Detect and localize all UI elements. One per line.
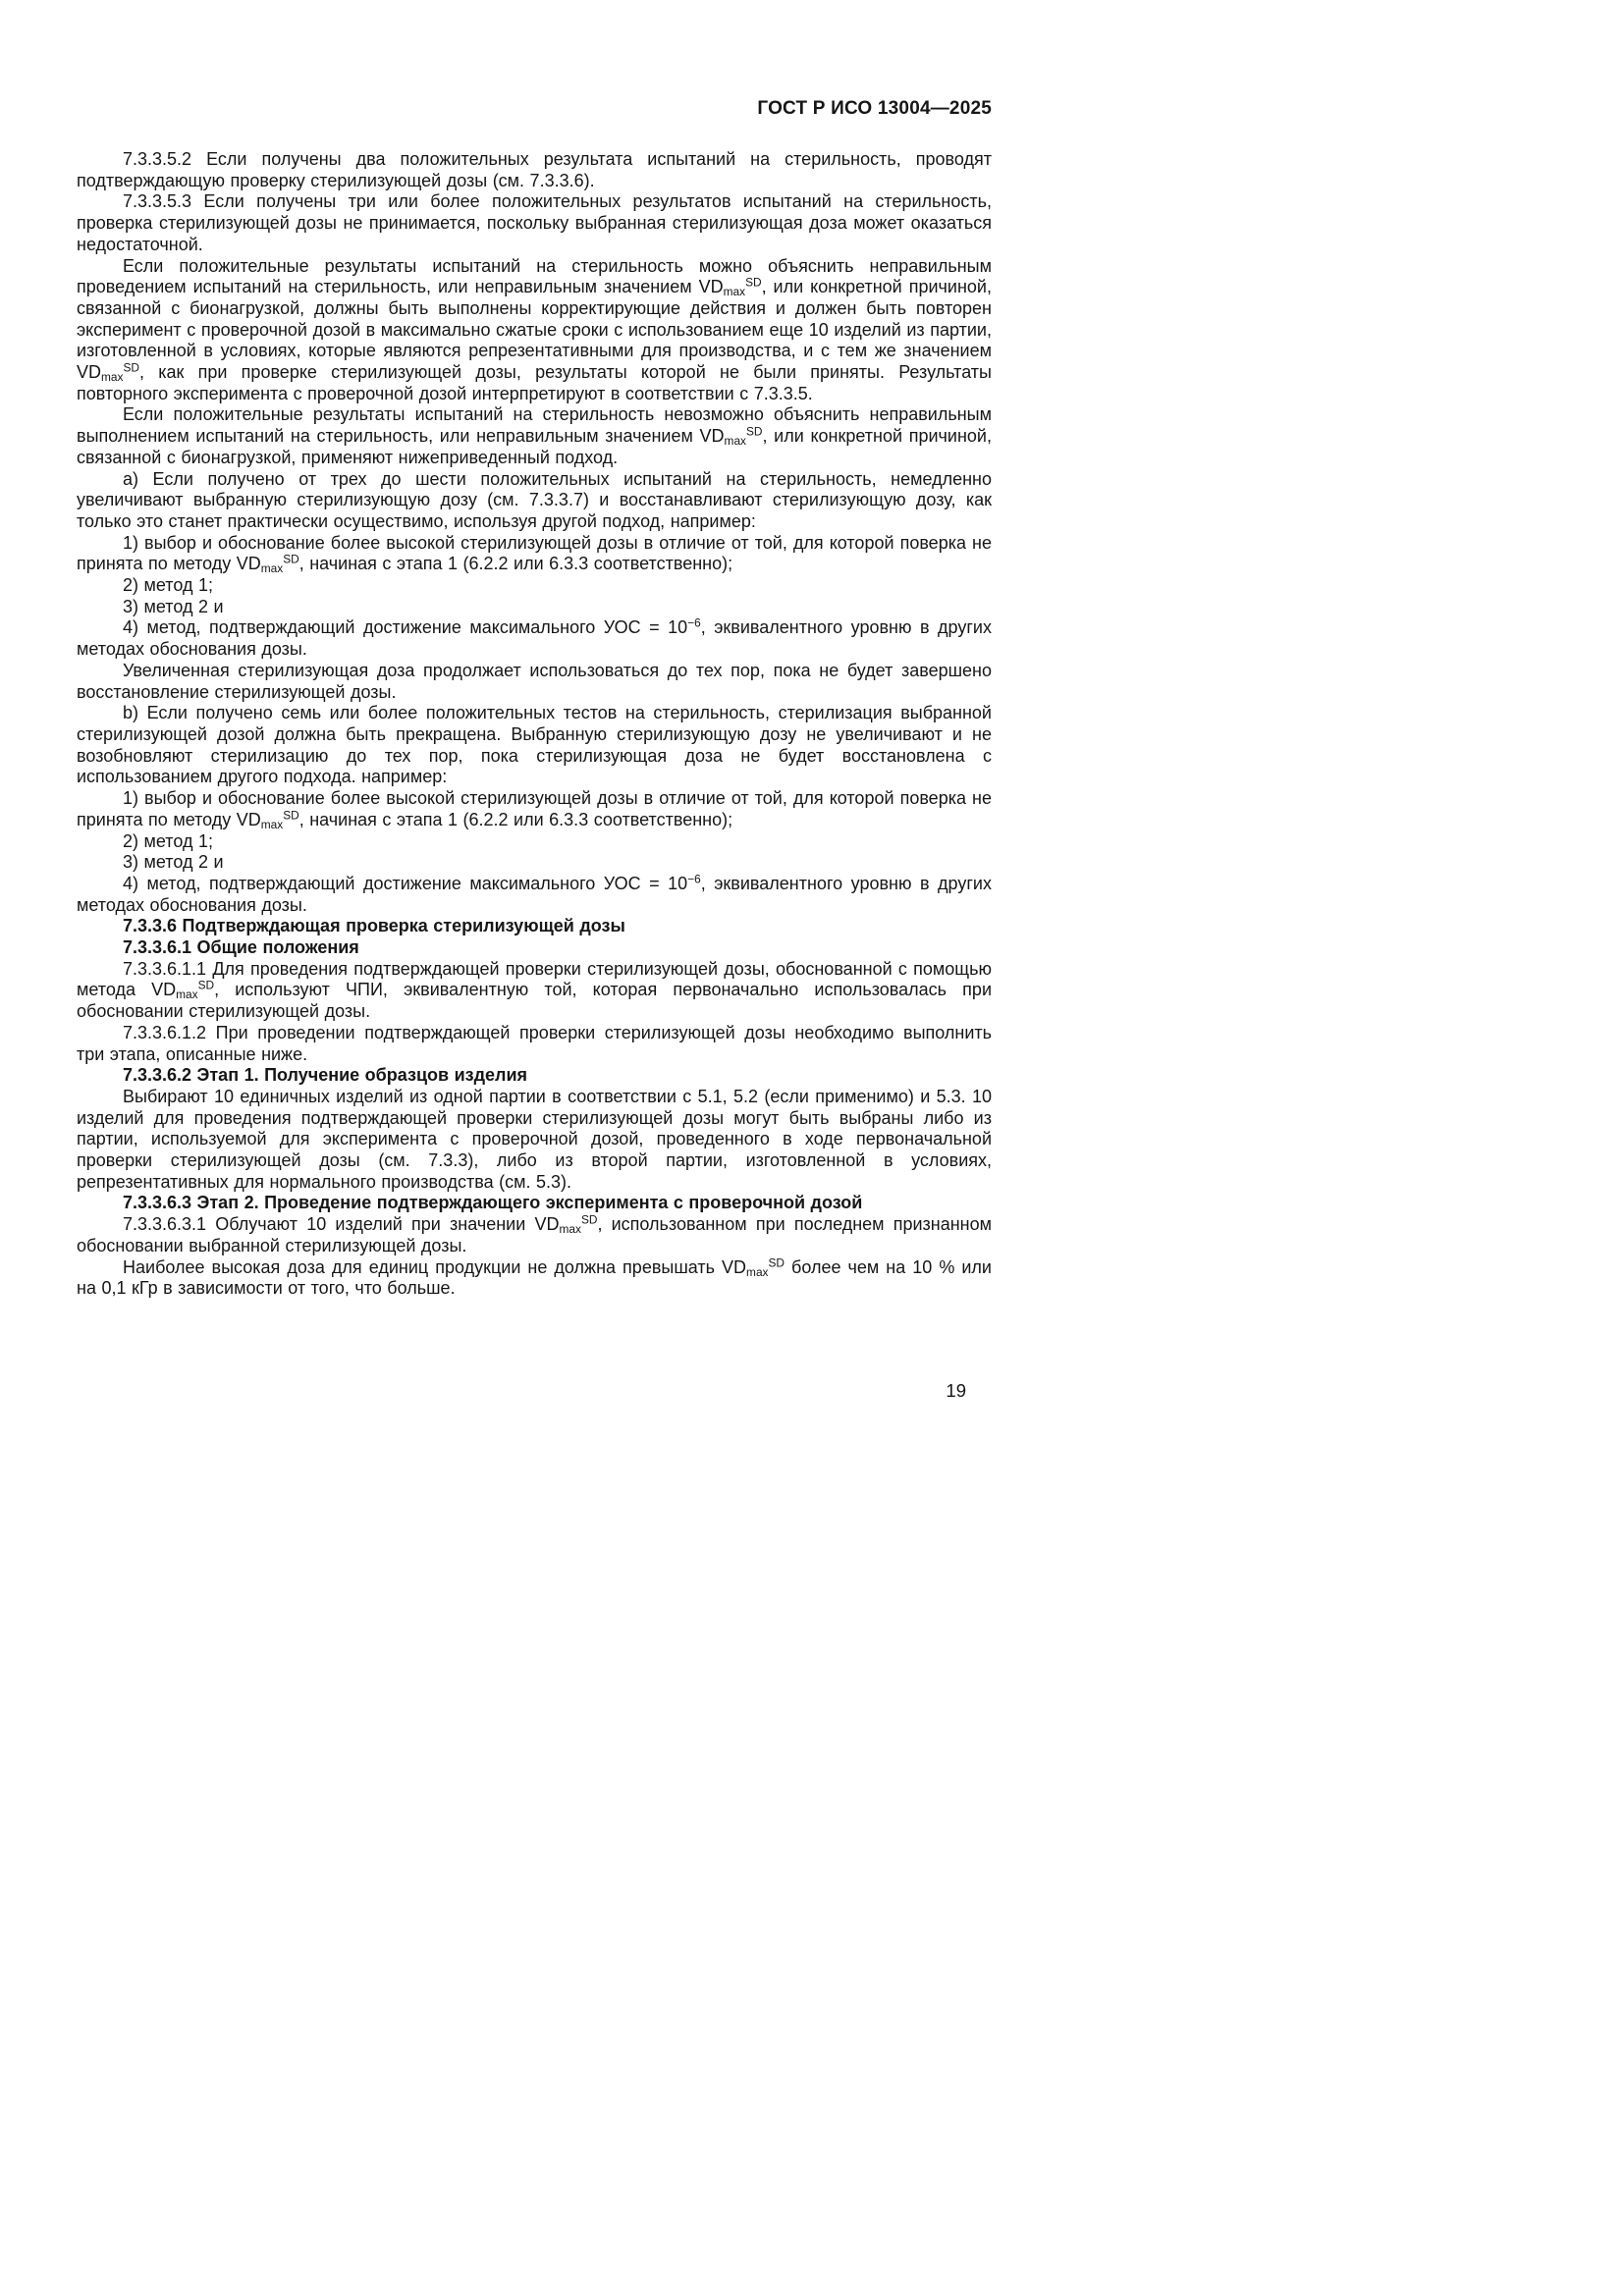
paragraph: 1) выбор и обоснование более высокой стерилизующей дозы в отличие от той, для которой поверка не принята по методу $VD_{max}^{SD}$, начиная с этапа 1 (6.2.2 или 6.3.3 соответственно); [77, 532, 992, 576]
paragraph: Увеличенная стерилизующая доза продолжает использоваться до тех пор, пока не будет завершено восстановление стерилизующей дозы. [77, 660, 992, 702]
paragraph: Выбирают 10 единичных изделий из одной партии в соответствии с 5.1, 5.2 (если применимо) и 5.3. 10 изделий для проведения подтверждающей проверки стерилизующей дозы могут быть выбраны либо из партии, используемой для эксперимента с проверочной дозой, проведенного в ходе первоначальной проверки стерилизующей дозы (см. 7.3.3), либо из второй партии, изготовленной в условиях, репрезентативных для нормального производства (см. 5.3). [77, 1086, 992, 1192]
paragraph: 2) метод 1; [123, 575, 213, 596]
subscript: max [101, 370, 124, 384]
superscript: SD [745, 424, 763, 439]
subscript: max [176, 988, 198, 1002]
paragraph: 7.3.3.6.1.2 При проведении подтверждающей проверки стерилизующей дозы необходимо выполнить три этапа, описанные ниже. [77, 1022, 992, 1064]
standard-designation: ГОСТ Р ИСО 13004—2025 [757, 98, 992, 119]
paragraph: 3) метод 2 и [123, 596, 224, 616]
paragraph: Если положительные результаты испытаний на стерильность невозможно объяснить неправильным выполнением испытаний на стерильность, или неправильным значением $VD_{max}^{SD}$, или конкретной причиной, связанной с бионагрузкой, применяют нижеприведенный подход. [77, 404, 992, 467]
subscript: max [260, 561, 284, 576]
superscript: SD [283, 808, 299, 823]
subscript: max [746, 1264, 769, 1279]
superscript: SD [580, 1212, 598, 1227]
paragraph: Наиболее высокая доза для единиц продукции не должна превышать $VD_{max}^{SD}$ более чем на 10 % или на 0,1 кГр в зависимости от того, что больше. [77, 1255, 992, 1299]
paragraph: 7.3.3.6.3 Этап 2. Проведение подтверждающего эксперимента с проверочной дозой [123, 1193, 863, 1213]
paragraph: a) Если получено от трех до шести положительных испытаний на стерильность, немедленно увеличивают выбранную стерилизующую дозу (см. 7.3.3.7) и восстанавливают стерилизующую дозу, как только это станет практически осуществимо, используя другой подход, например: [77, 468, 992, 531]
superscript: SD [768, 1255, 785, 1270]
paragraph: 7.3.3.6.2 Этап 1. Получение образцов изделия [123, 1065, 528, 1086]
paragraph: 7.3.3.6.1 Общие положения [123, 937, 359, 958]
paragraph: 7.3.3.6.3.1 Облучают 10 изделий при значении $VD_{max}^{SD}$, использованном при последнем признанном обосновании выбранной стерилизующей дозы. [77, 1212, 993, 1255]
paragraph: 3) метод 2 и [123, 852, 224, 873]
paragraph: 4) метод, подтверждающий достижение максимального УОС = $10^{-6}$, эквивалентного уровню в других методах обоснования дозы. [77, 872, 992, 915]
superscript: SD [745, 275, 762, 290]
subscript: max [559, 1222, 581, 1237]
page-footer [77, 1380, 992, 1402]
paragraph: b) Если получено семь или более положительных тестов на стерильность, стерилизация выбранной стерилизующей дозой должна быть прекращена. Выбранную стерилизующую дозу не увеличивают и не возобновляют стерилизацию до тех пор, пока стерилизующая доза не будет восстановлена с использованием другого подхода. например: [77, 703, 992, 787]
paragraph: 7.3.3.5.3 Если получены три или более положительных результатов испытаний на стерильность, проверка стерилизующей дозы не принимается, поскольку выбранная стерилизующая доза может оказаться недостаточной. [77, 191, 992, 254]
paragraph: 7.3.3.6.1.1 Для проведения подтверждающей проверки стерилизующей дозы, обоснованной с помощью метода $VD_{max}^{SD}$, используют ЧПИ, эквивалентную той, которая первоначально использовалась при обосновании стерилизующей дозы. [77, 958, 992, 1022]
paragraph: 7.3.3.5.2 Если получены два положительных результата испытаний на стерильность, проводят подтверждающую проверку стерилизующей дозы (см. 7.3.3.6). [77, 149, 992, 190]
superscript: −6 [687, 615, 701, 630]
paragraph: 4) метод, подтверждающий достижение максимального УОС = $10^{-6}$, эквивалентного уровню в других методах обоснования дозы. [77, 615, 992, 660]
page-number: 19 [946, 1380, 966, 1401]
paragraph: 1) выбор и обоснование более высокой стерилизующей дозы в отличие от той, для которой поверка не принята по методу $VD_{max}^{SD}$, начиная с этапа 1 (6.2.2 или 6.3.3 соответственно); [77, 788, 992, 831]
superscript: SD [283, 552, 299, 566]
paragraph: Если положительные результаты испытаний на стерильность можно объяснить неправильным проведением испытаний на стерильность, или неправильным значением $VD_{max}^{SD}$, или конкретной причиной, связанной с бионагрузкой, должны быть выполнены корректирующие действия и должен быть повторен эксперимент с проверочной дозой в максимально сжатые сроки с использованием еще 10 изделий из партии, изготовленной в условиях, которые являются репрезентативными для производства, и с тем же значением $VD_{max}^{SD}$, как при проверке стерилизующей дозы, результаты которой не были приняты. Результаты повторного эксперимента с проверочной дозой интерпретируют в соответствии с 7.3.3.5. [77, 255, 992, 403]
paragraph: 2) метод 1; [123, 830, 213, 851]
subscript: max [724, 434, 746, 449]
superscript: SD [123, 360, 139, 375]
superscript: SD [197, 978, 215, 992]
document-body [77, 149, 992, 1300]
paragraph: 7.3.3.6 Подтверждающая проверка стерилизующей дозы [123, 916, 625, 936]
subscript: max [723, 285, 746, 299]
subscript: max [260, 817, 284, 831]
superscript: −6 [687, 872, 701, 886]
page-header [77, 98, 992, 120]
